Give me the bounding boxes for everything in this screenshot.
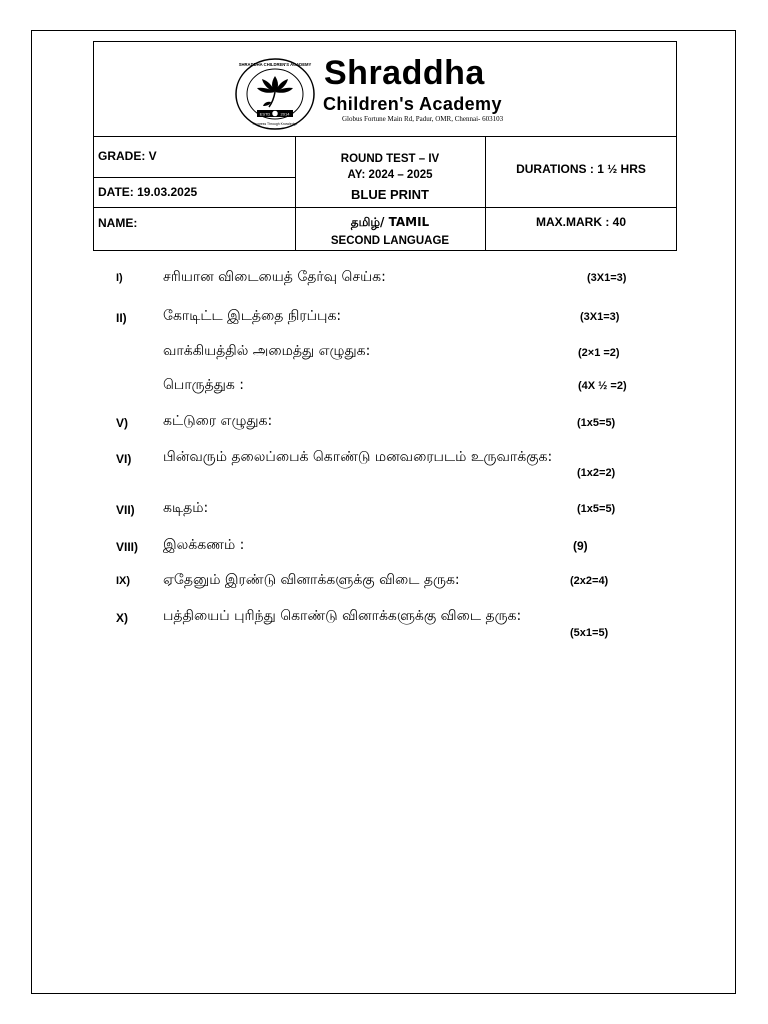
question-text: கட்டுரை எழுதுக: — [163, 413, 273, 429]
question-number: IX) — [116, 575, 131, 587]
question-number: VI) — [116, 452, 132, 466]
academic-year: AY: 2024 – 2025 — [347, 169, 433, 181]
seal-estd: ESTD — [259, 111, 271, 117]
question-number: V) — [116, 416, 128, 430]
seal-text-top: SHRADDHA CHILDREN'S ACADEMY — [238, 62, 312, 67]
blue-print-title: BLUE PRINT — [351, 187, 429, 202]
question-text: கோடிட்ட இடத்தை நிரப்புக: — [163, 308, 342, 324]
question-mark: (2x2=4) — [570, 575, 609, 587]
question-mark: (1x2=2) — [577, 467, 616, 479]
question-mark: (3X1=3) — [580, 311, 620, 323]
question-text: சரியான விடையைத் தேர்வு செய்க: — [163, 269, 386, 285]
grade-label: GRADE: V — [98, 149, 157, 163]
language-label: SECOND LANGUAGE — [330, 235, 450, 247]
question-text: இலக்கணம் : — [163, 537, 245, 553]
school-address: Globus Fortune Main Rd, Padur, OMR, Chennai- 603103 — [342, 115, 504, 123]
question-mark: (3X1=3) — [587, 272, 627, 284]
question-number: II) — [116, 311, 127, 325]
question-mark: (5x1=5) — [570, 627, 609, 639]
question-mark: (1x5=5) — [577, 503, 616, 515]
question-text: கடிதம்: — [163, 500, 209, 516]
question-number: X) — [116, 611, 128, 625]
question-mark: (4X ½ =2) — [578, 380, 627, 392]
question-mark: (9) — [573, 539, 588, 553]
school-name: Shraddha — [324, 54, 485, 92]
question-text: பொருத்துக : — [163, 377, 244, 393]
duration-label: DURATIONS : 1 ½ HRS — [516, 162, 646, 176]
question-number: VII) — [116, 503, 135, 517]
question-text: வாக்கியத்தில் அமைத்து எழுதுக: — [163, 343, 371, 359]
name-label: NAME: — [98, 216, 138, 230]
seal-motto: Progress Through Knowledge — [252, 122, 298, 126]
question-number: VIII) — [116, 540, 139, 554]
question-number: I) — [116, 272, 123, 284]
subject-label: தமிழ்/ TAMIL — [350, 215, 430, 229]
test-name: ROUND TEST – IV — [340, 153, 440, 165]
question-text: ஏதேனும் இரண்டு வினாக்களுக்கு விடை தருக: — [163, 572, 460, 588]
question-mark: (1x5=5) — [577, 417, 616, 429]
date-label: DATE: 19.03.2025 — [98, 185, 198, 199]
max-mark-label: MAX.MARK : 40 — [535, 215, 626, 229]
question-mark: (2×1 =2) — [578, 347, 620, 359]
school-subtitle: Children's Academy — [323, 94, 502, 114]
question-text: பத்தியைப் புரிந்து கொண்டு வினாக்களுக்கு விடை தருக: — [163, 608, 522, 624]
question-text: பின்வரும் தலைப்பைக் கொண்டு மனவரைபடம் உருவாக்குக: — [163, 449, 553, 465]
seal-year: 2014 — [280, 111, 290, 117]
